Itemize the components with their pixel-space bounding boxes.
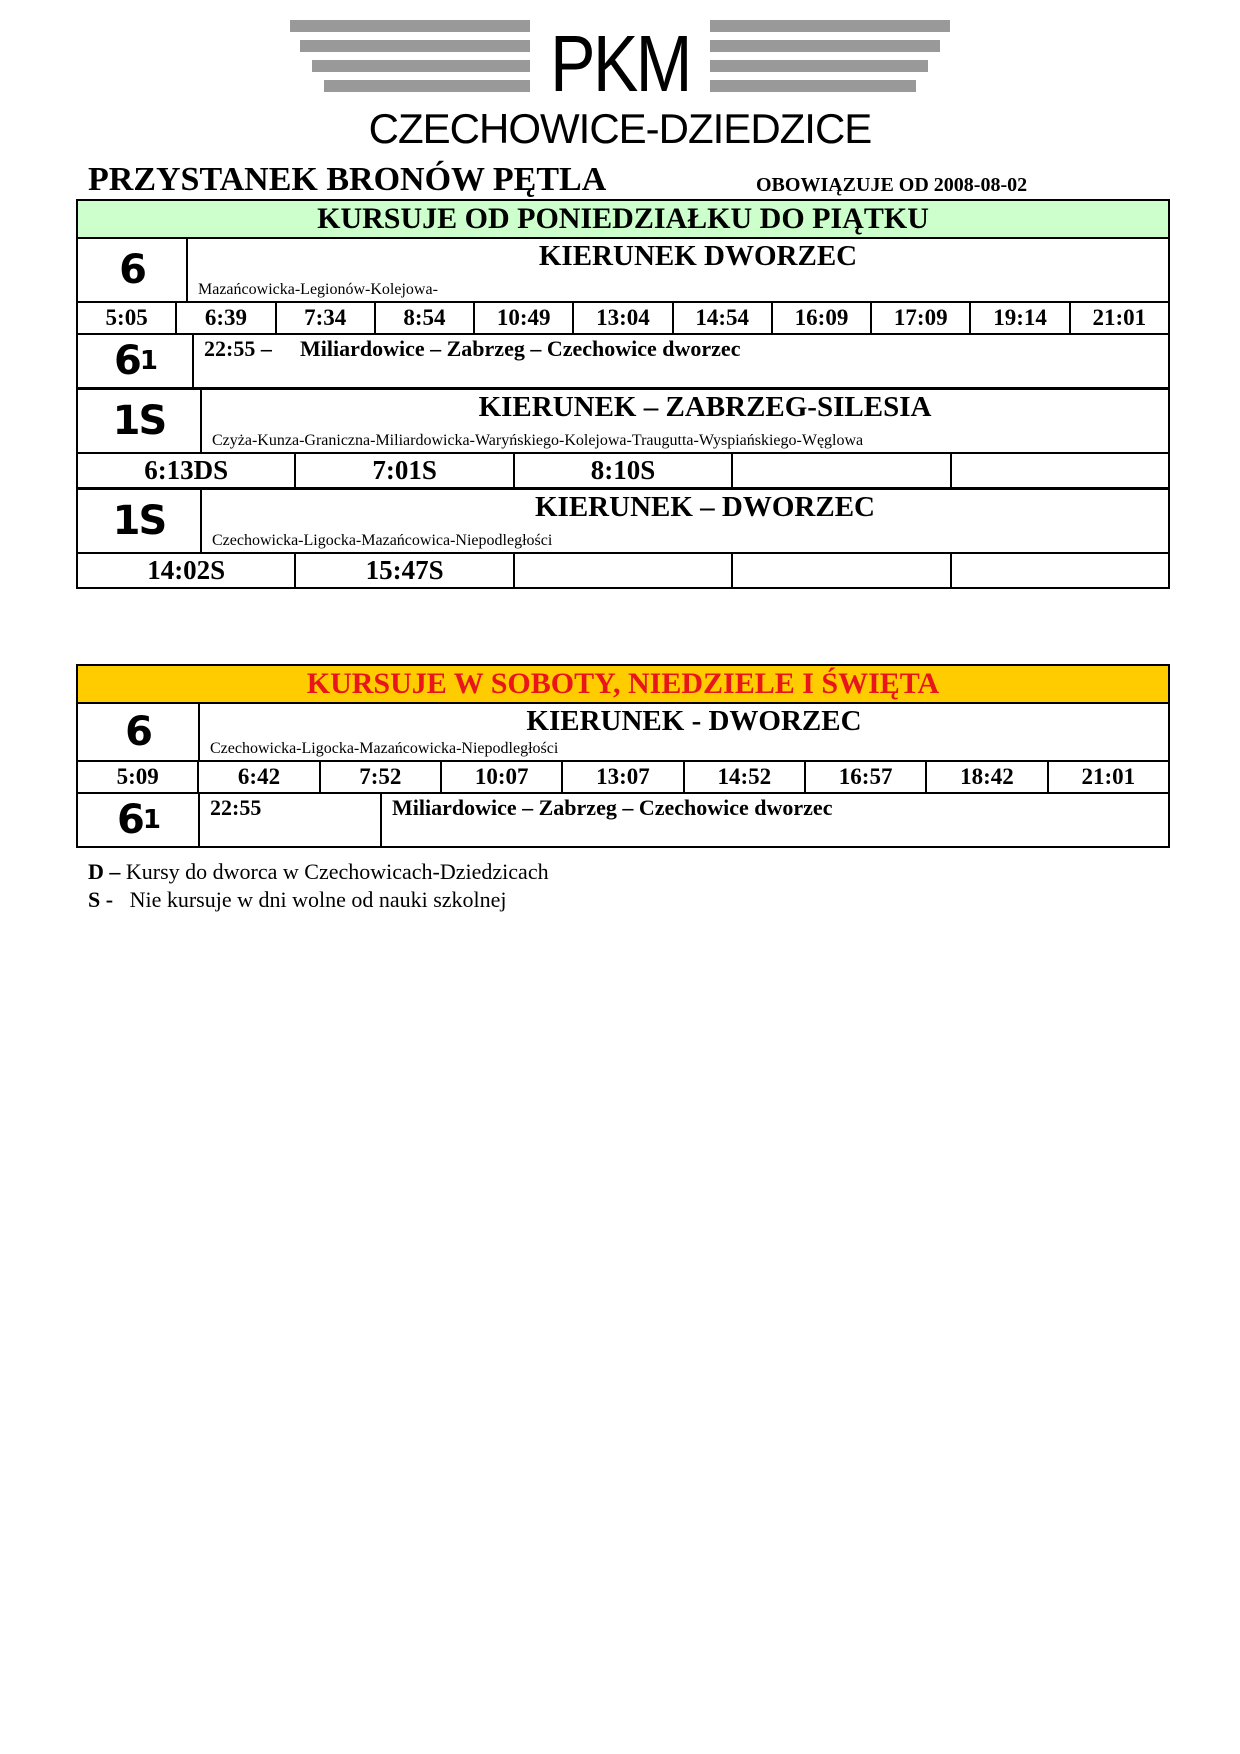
logo-stripe: [710, 20, 950, 32]
route-number: 6 1: [78, 794, 200, 846]
time-cell: 7:34: [277, 303, 376, 333]
time-cell: [515, 554, 733, 587]
route-61-row: [78, 794, 1168, 846]
logo-city: CZECHOWICE-DZIEDZICE: [368, 105, 872, 152]
route-body: [202, 490, 1168, 552]
time-cell: 8:54: [376, 303, 475, 333]
weekend-timetable: [76, 664, 1170, 848]
time-cell: [952, 454, 1168, 487]
time-cell: [733, 454, 951, 487]
logo-brand: PKM: [550, 19, 690, 108]
time-cell: 7:01S: [296, 454, 514, 487]
times-row: [78, 554, 1168, 587]
time-cell: 19:14: [971, 303, 1070, 333]
logo-stripe: [312, 60, 530, 72]
logo-stripe: [710, 60, 928, 72]
pkm-logo: [290, 16, 950, 151]
route-note: Miliardowice – Zabrzeg – Czechowice dworzec: [300, 336, 741, 361]
legend-s: S - Nie kursuje w dni wolne od nauki szkolnej: [88, 887, 507, 912]
late-time: 22:55 –: [204, 336, 272, 361]
time-cell: 5:09: [78, 762, 199, 792]
time-cell: 10:07: [442, 762, 563, 792]
time-cell: 15:47S: [296, 554, 514, 587]
time-cell: 21:01: [1092, 305, 1147, 330]
time-cell: 16:09: [773, 303, 872, 333]
time-cell: 10:49: [475, 303, 574, 333]
direction: KIERUNEK - DWORZEC: [526, 705, 862, 737]
route-number: 6 1: [78, 335, 194, 387]
logo-stripe: [300, 40, 530, 52]
streets: Czechowicka-Ligocka-Mazańcowica-Niepodległości: [212, 532, 553, 549]
route-61-row: [78, 335, 1168, 390]
time-cell: 18:42: [927, 762, 1048, 792]
direction: KIERUNEK – DWORZEC: [535, 491, 875, 523]
times-row: [78, 762, 1168, 794]
route-body: [200, 704, 1168, 760]
time-cell: 8:10S: [515, 454, 733, 487]
time-cell: 7:52: [321, 762, 442, 792]
valid-from: OBOWIĄZUJE OD 2008-08-02: [756, 174, 1028, 196]
time-cell: 5:05: [78, 303, 177, 333]
time-cell: [952, 554, 1168, 587]
time-cell: [733, 554, 951, 587]
time-cell: 17:09: [872, 303, 971, 333]
time-cell: 13:04: [574, 303, 673, 333]
times-row: [78, 303, 1168, 335]
time-cell: 14:02S: [78, 554, 296, 587]
time-cell: 14:52: [685, 762, 806, 792]
weekday-header: KURSUJE OD PONIEDZIAŁKU DO PIĄTKU: [78, 201, 1168, 239]
streets: Mazańcowicka-Legionów-Kolejowa-: [198, 281, 438, 298]
legend-d: D – Kursy do dworca w Czechowicach-Dziedzicach: [88, 859, 549, 884]
route-body: [194, 335, 1168, 387]
route-number: 6: [78, 239, 188, 301]
logo-stripe: [324, 80, 530, 92]
time-cell: 13:07: [563, 762, 684, 792]
streets: Czechowicka-Ligocka-Mazańcowicka-Niepodległości: [210, 740, 559, 757]
route-note: Miliardowice – Zabrzeg – Czechowice dworzec: [392, 795, 833, 820]
direction: KIERUNEK DWORZEC: [538, 240, 858, 272]
direction: KIERUNEK – ZABRZEG-SILESIA: [478, 391, 932, 423]
route-6-row: [78, 704, 1168, 762]
times-row: [78, 454, 1168, 489]
route-6-row: [78, 239, 1168, 303]
logo-stripe: [290, 20, 530, 32]
logo-stripe: [710, 80, 916, 92]
weekday-timetable: [76, 199, 1170, 589]
time-cell: 16:57: [806, 762, 927, 792]
time-cell: 6:13DS: [78, 454, 296, 487]
route-body: [188, 239, 1168, 301]
time-cell: 6:42: [199, 762, 320, 792]
weekend-header: KURSUJE W SOBOTY, NIEDZIELE I ŚWIĘTA: [78, 666, 1168, 704]
route-body: [200, 794, 1168, 846]
logo-stripe: [710, 40, 940, 52]
route-1s-dworzec-row: [78, 489, 1168, 554]
route-1s-silesia-row: [78, 390, 1168, 454]
time-cell: 21:01: [1081, 764, 1136, 789]
route-body: [202, 390, 1168, 452]
route-number: 1S: [78, 390, 202, 452]
time-cell: 6:39: [177, 303, 276, 333]
time-cell: 14:54: [674, 303, 773, 333]
route-number: 1S: [78, 490, 202, 552]
route-number: 6: [78, 704, 200, 760]
late-time: 22:55: [200, 794, 382, 846]
stop-title: PRZYSTANEK BRONÓW PĘTLA: [88, 161, 607, 198]
streets: Czyża-Kunza-Graniczna-Miliardowicka-Waryńskiego-Kolejowa-Traugutta-Wyspiańskiego-Węglowa: [212, 432, 864, 449]
